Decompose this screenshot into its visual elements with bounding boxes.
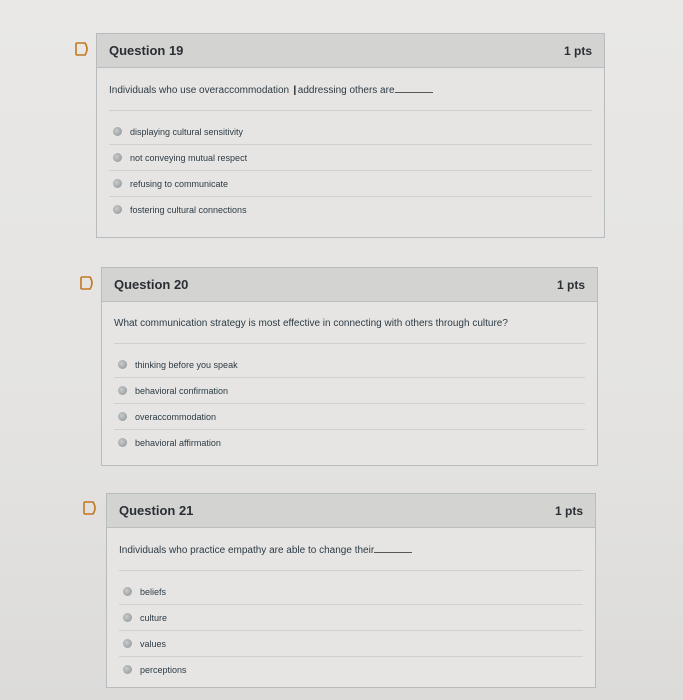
flag-question-20-icon[interactable] — [79, 276, 95, 290]
answer-option[interactable]: overaccommodation — [114, 404, 585, 430]
question-19-card — [96, 33, 605, 238]
radio-button-icon[interactable] — [113, 205, 122, 214]
question-title: Question 21 — [119, 503, 194, 518]
flag-question-19-icon[interactable] — [74, 42, 90, 56]
answer-blank — [395, 84, 433, 93]
radio-button-icon[interactable] — [118, 412, 127, 421]
answer-option[interactable]: behavioral confirmation — [114, 378, 585, 404]
answer-option[interactable]: beliefs — [119, 579, 583, 605]
radio-button-icon[interactable] — [113, 153, 122, 162]
question-points: 1 pts — [563, 43, 592, 58]
radio-button-icon[interactable] — [118, 360, 127, 369]
question-text: Individuals who use overaccommodation Iaddressing others are — [109, 84, 592, 111]
answer-option[interactable]: behavioral affirmation — [114, 430, 585, 455]
question-text: Individuals who practice empathy are able to change their — [119, 544, 583, 571]
question-19-header — [97, 34, 604, 68]
radio-button-icon[interactable] — [113, 179, 122, 188]
answer-list — [119, 579, 583, 682]
question-title: Question 20 — [114, 277, 189, 292]
radio-button-icon[interactable] — [123, 665, 132, 674]
question-points: 1 pts — [556, 277, 585, 292]
radio-button-icon[interactable] — [123, 639, 132, 648]
answer-option[interactable]: not conveying mutual respect — [109, 145, 592, 171]
answer-option[interactable]: values — [119, 631, 583, 657]
answer-option[interactable]: fostering cultural connections — [109, 197, 592, 222]
answer-option[interactable]: displaying cultural sensitivity — [109, 119, 592, 145]
answer-option[interactable]: refusing to communicate — [109, 171, 592, 197]
question-text: What communication strategy is most effective in connecting with others through culture? — [114, 318, 585, 344]
radio-button-icon[interactable] — [123, 613, 132, 622]
answer-option[interactable]: culture — [119, 605, 583, 631]
answer-option[interactable]: thinking before you speak — [114, 352, 585, 378]
radio-button-icon[interactable] — [113, 127, 122, 136]
answer-option[interactable]: perceptions — [119, 657, 583, 682]
answer-blank — [374, 544, 412, 553]
flag-question-21-icon[interactable] — [82, 501, 98, 515]
question-21-card — [106, 493, 596, 688]
question-20-card — [101, 267, 598, 466]
question-points: 1 pts — [554, 503, 583, 518]
question-title: Question 19 — [109, 43, 184, 58]
question-20-header — [102, 268, 597, 302]
answer-list — [114, 352, 585, 455]
radio-button-icon[interactable] — [123, 587, 132, 596]
answer-list — [109, 119, 592, 222]
text-cursor-icon: I — [292, 82, 297, 98]
radio-button-icon[interactable] — [118, 438, 127, 447]
radio-button-icon[interactable] — [118, 386, 127, 395]
question-21-header — [107, 494, 595, 528]
